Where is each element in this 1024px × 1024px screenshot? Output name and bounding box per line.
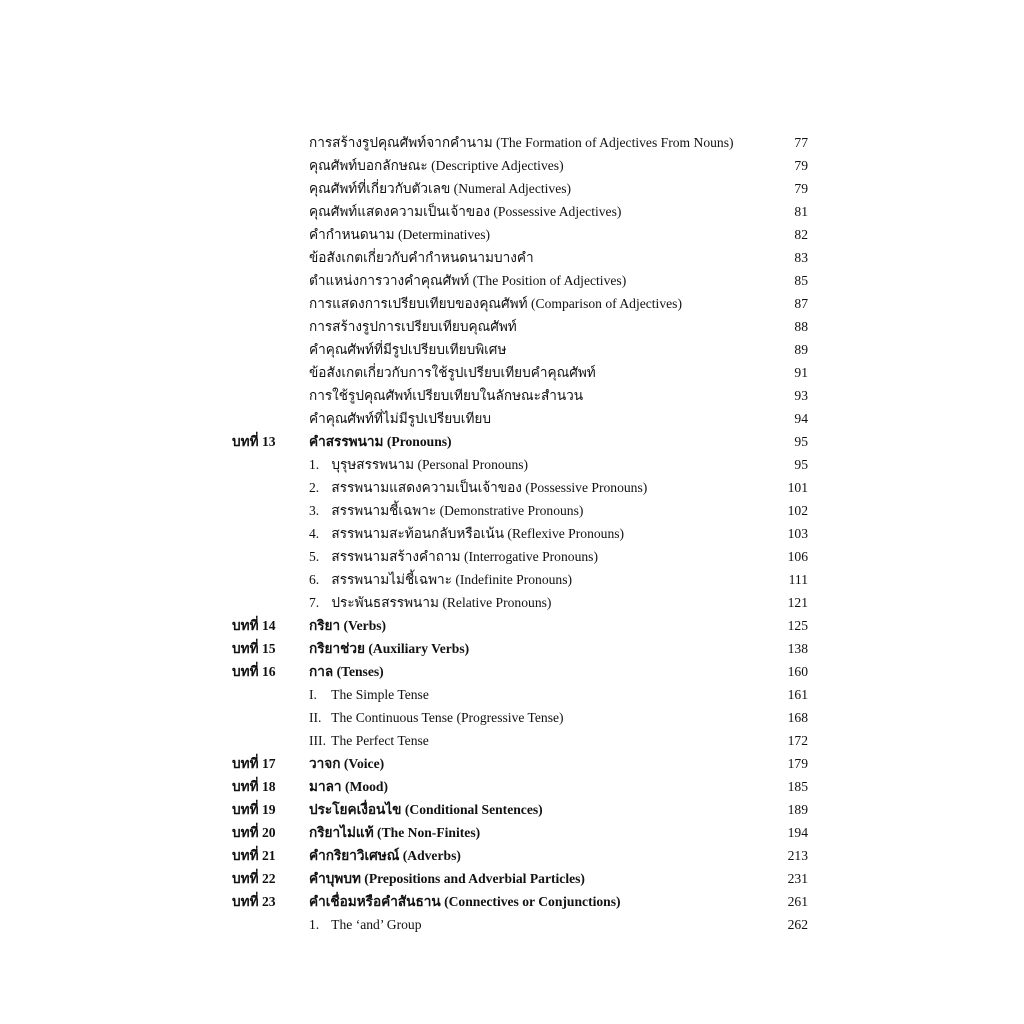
toc-entry-row — [0, 338, 1024, 361]
page-number: 91 — [794, 365, 808, 380]
entry-title-text: คำเชื่อมหรือคำสันธาน (Connectives or Conjunctions) — [309, 894, 621, 909]
entry-title — [309, 223, 490, 246]
toc-entry-row — [0, 476, 1024, 499]
entry-number: 4. — [309, 526, 320, 541]
entry-title — [309, 752, 384, 775]
page-number: 172 — [787, 733, 808, 748]
entry-title — [309, 315, 517, 338]
page-number: 194 — [787, 825, 808, 840]
entry-title — [309, 499, 583, 522]
chapter-label: บทที่ 23 — [232, 894, 276, 909]
entry-title-text: สรรพนามสร้างคำถาม (Interrogative Pronouns) — [331, 549, 598, 564]
table-of-contents — [0, 131, 1024, 936]
entry-title — [309, 775, 388, 798]
entry-title — [309, 476, 647, 499]
entry-title — [309, 177, 571, 200]
entry-title-text: กริยา (Verbs) — [309, 618, 387, 633]
entry-number: 2. — [309, 480, 320, 495]
entry-title-text: คำกำหนดนาม (Determinatives) — [309, 227, 491, 242]
entry-title — [309, 614, 386, 637]
entry-title-text: คุณศัพท์บอกลักษณะ (Descriptive Adjectives) — [309, 158, 564, 173]
page-number: 138 — [787, 641, 808, 656]
entry-title — [309, 292, 682, 315]
toc-entry-row — [0, 246, 1024, 269]
page-number: 213 — [787, 848, 808, 863]
page-number: 79 — [794, 158, 808, 173]
entry-title-text: วาจก (Voice) — [309, 756, 385, 771]
entry-title-text: กริยาช่วย (Auxiliary Verbs) — [309, 641, 470, 656]
toc-entry-row — [0, 522, 1024, 545]
entry-title-text: การสร้างรูปคุณศัพท์จากคำนาม (The Formation of Adjectives From Nouns) — [309, 135, 734, 150]
page-number: 88 — [794, 319, 808, 334]
toc-entry-row — [0, 545, 1024, 568]
entry-title-text: The ‘and’ Group — [331, 917, 422, 932]
entry-title-text: The Simple Tense — [331, 687, 429, 702]
entry-title — [309, 384, 583, 407]
entry-title-text: ประโยคเงื่อนไข (Conditional Sentences) — [309, 802, 543, 817]
page-number: 79 — [794, 181, 808, 196]
toc-entry-row — [0, 913, 1024, 936]
entry-title-text: The Perfect Tense — [331, 733, 429, 748]
entry-number: 5. — [309, 549, 320, 564]
entry-title — [309, 798, 543, 821]
entry-title — [309, 890, 621, 913]
toc-chapter-row — [0, 867, 1024, 890]
chapter-label: บทที่ 20 — [232, 825, 276, 840]
toc-entry-row — [0, 384, 1024, 407]
entry-title-text: ประพันธสรรพนาม (Relative Pronouns) — [331, 595, 552, 610]
toc-entry-row — [0, 683, 1024, 706]
entry-title — [309, 591, 551, 614]
entry-title-text: กริยาไม่แท้ (The Non-Finites) — [309, 825, 481, 840]
entry-title — [309, 407, 491, 430]
toc-entry-row — [0, 177, 1024, 200]
entry-title-text: การแสดงการเปรียบเทียบของคุณศัพท์ (Comparison of Adjectives) — [309, 296, 682, 311]
entry-title-text: การใช้รูปคุณศัพท์เปรียบเทียบในลักษณะสำนวน — [309, 388, 584, 403]
toc-entry-row — [0, 154, 1024, 177]
toc-entry-row — [0, 315, 1024, 338]
entry-title-text: คำคุณศัพท์ที่ไม่มีรูปเปรียบเทียบ — [309, 411, 492, 426]
page-number: 111 — [788, 572, 808, 587]
entry-title — [309, 545, 598, 568]
toc-entry-row — [0, 292, 1024, 315]
toc-entry-row — [0, 591, 1024, 614]
chapter-label: บทที่ 19 — [232, 802, 276, 817]
page-number: 161 — [787, 687, 808, 702]
entry-title — [309, 154, 564, 177]
chapter-label: บทที่ 15 — [232, 641, 276, 656]
entry-number: 3. — [309, 503, 320, 518]
entry-number: 1. — [309, 457, 320, 472]
toc-entry-row — [0, 223, 1024, 246]
page-number: 83 — [794, 250, 808, 265]
entry-title — [309, 821, 480, 844]
page-number: 95 — [794, 457, 808, 472]
toc-entry-row — [0, 706, 1024, 729]
entry-number: 6. — [309, 572, 320, 587]
entry-title — [309, 453, 528, 476]
entry-number: 1. — [309, 917, 320, 932]
entry-title — [309, 729, 429, 752]
entry-title-text: คำสรรพนาม (Pronouns) — [309, 434, 452, 449]
page-number: 87 — [794, 296, 808, 311]
entry-title-text: สรรพนามชี้เฉพาะ (Demonstrative Pronouns) — [331, 503, 584, 518]
entry-title — [309, 269, 626, 292]
toc-chapter-row — [0, 614, 1024, 637]
chapter-label: บทที่ 17 — [232, 756, 276, 771]
entry-title — [309, 660, 384, 683]
entry-title — [309, 131, 734, 154]
toc-entry-row — [0, 568, 1024, 591]
entry-title — [309, 522, 624, 545]
page-number: 81 — [794, 204, 808, 219]
entry-title-text: มาลา (Mood) — [309, 779, 388, 794]
entry-title-text: สรรพนามสะท้อนกลับหรือเน้น (Reflexive Pronouns) — [331, 526, 625, 541]
toc-entry-row — [0, 200, 1024, 223]
chapter-label: บทที่ 14 — [232, 618, 276, 633]
page-number: 106 — [787, 549, 808, 564]
toc-entry-row — [0, 499, 1024, 522]
entry-title-text: The Continuous Tense (Progressive Tense) — [331, 710, 564, 725]
toc-chapter-row — [0, 752, 1024, 775]
page-number: 121 — [787, 595, 808, 610]
entry-title-text: สรรพนามไม่ชี้เฉพาะ (Indefinite Pronouns) — [331, 572, 573, 587]
chapter-label: บทที่ 13 — [232, 434, 276, 449]
entry-title — [309, 706, 564, 729]
page-number: 262 — [787, 917, 808, 932]
page-number: 168 — [787, 710, 808, 725]
entry-number: I. — [309, 687, 317, 702]
entry-title-text: คำคุณศัพท์ที่มีรูปเปรียบเทียบพิเศษ — [309, 342, 507, 357]
page-number: 179 — [787, 756, 808, 771]
toc-chapter-row — [0, 798, 1024, 821]
chapter-label: บทที่ 18 — [232, 779, 276, 794]
chapter-label: บทที่ 16 — [232, 664, 276, 679]
entry-title-text: ตำแหน่งการวางคำคุณศัพท์ (The Position of Adjectives) — [309, 273, 627, 288]
entry-title-text: ข้อสังเกตเกี่ยวกับการใช้รูปเปรียบเทียบคำคุณศัพท์ — [309, 365, 596, 380]
entry-title-text: คุณศัพท์แสดงความเป็นเจ้าของ (Possessive Adjectives) — [309, 204, 622, 219]
entry-number: III. — [309, 733, 326, 748]
entry-title — [309, 338, 506, 361]
entry-title-text: สรรพนามแสดงความเป็นเจ้าของ (Possessive Pronouns) — [331, 480, 648, 495]
entry-title — [309, 867, 585, 890]
page-number: 89 — [794, 342, 808, 357]
page-number: 160 — [787, 664, 808, 679]
page-number: 103 — [787, 526, 808, 541]
entry-title-text: คำบุพบท (Prepositions and Adverbial Particles) — [309, 871, 585, 886]
page-number: 185 — [787, 779, 808, 794]
toc-entry-row — [0, 407, 1024, 430]
toc-chapter-row — [0, 844, 1024, 867]
toc-entry-row — [0, 453, 1024, 476]
entry-title — [309, 200, 621, 223]
entry-title — [309, 361, 596, 384]
page-number: 85 — [794, 273, 808, 288]
page-number: 93 — [794, 388, 808, 403]
entry-title-text: บุรุษสรรพนาม (Personal Pronouns) — [331, 457, 529, 472]
page-number: 261 — [787, 894, 808, 909]
page-number: 82 — [794, 227, 808, 242]
toc-chapter-row — [0, 775, 1024, 798]
toc-entry-row — [0, 361, 1024, 384]
toc-entry-row — [0, 269, 1024, 292]
chapter-label: บทที่ 22 — [232, 871, 276, 886]
toc-chapter-row — [0, 637, 1024, 660]
entry-title-text: คุณศัพท์ที่เกี่ยวกับตัวเลข (Numeral Adjectives) — [309, 181, 572, 196]
entry-title — [309, 683, 429, 706]
entry-title-text: การสร้างรูปการเปรียบเทียบคุณศัพท์ — [309, 319, 517, 334]
entry-title — [309, 913, 422, 936]
page-number: 231 — [787, 871, 808, 886]
entry-title-text: ข้อสังเกตเกี่ยวกับคำกำหนดนามบางคำ — [309, 250, 534, 265]
entry-number: II. — [309, 710, 322, 725]
page-number: 94 — [794, 411, 808, 426]
entry-title — [309, 844, 461, 867]
toc-chapter-row — [0, 890, 1024, 913]
toc-entry-row — [0, 729, 1024, 752]
toc-entry-row — [0, 131, 1024, 154]
page-number: 101 — [787, 480, 808, 495]
page-number: 95 — [794, 434, 808, 449]
entry-title-text: คำกริยาวิเศษณ์ (Adverbs) — [309, 848, 461, 863]
chapter-label: บทที่ 21 — [232, 848, 276, 863]
entry-number: 7. — [309, 595, 320, 610]
entry-title — [309, 430, 452, 453]
entry-title — [309, 568, 572, 591]
entry-title — [309, 246, 534, 269]
page-number: 102 — [787, 503, 808, 518]
entry-title — [309, 637, 469, 660]
toc-chapter-row — [0, 821, 1024, 844]
toc-chapter-row — [0, 430, 1024, 453]
page-number: 77 — [794, 135, 808, 150]
page-number: 125 — [787, 618, 808, 633]
toc-chapter-row — [0, 660, 1024, 683]
entry-title-text: กาล (Tenses) — [309, 664, 384, 679]
page-number: 189 — [787, 802, 808, 817]
